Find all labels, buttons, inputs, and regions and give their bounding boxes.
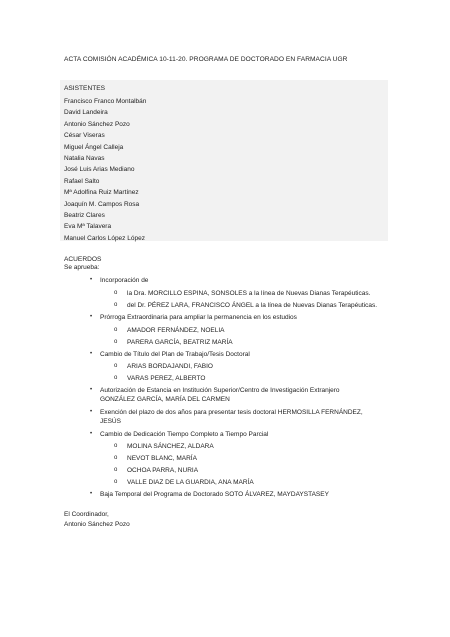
agreement-item: Cambio de Dedicación Tiempo Completo a Tiempo Parcial — [100, 431, 269, 438]
list-item: Manuel Carlos López López — [64, 234, 145, 242]
agreement-subitem: del Dr. PÉREZ LARA, FRANCISCO ÁNGEL a la línea de Nuevas Dianas Terapéuticas. — [127, 302, 377, 309]
bullet-icon: • — [90, 409, 93, 415]
list-item: José Luis Arias Mediano — [64, 166, 135, 174]
agreement-subitem: VALLE DIAZ DE LA GUARDIA, ANA MARÍA — [127, 479, 254, 486]
agreement-subitem: OCHOA PARRA, NURIA — [127, 467, 199, 474]
agreement-item: Cambio de Título del Plan de Trabajo/Tesis Doctoral — [100, 351, 250, 358]
list-item: Joaquín M. Campos Rosa — [64, 200, 140, 208]
agreement-subitem: PARERA GARCÍA, BEATRIZ MARÍA — [127, 339, 233, 346]
document-title: ACTA COMISIÓN ACADÉMICA 10-11-20. PROGRAMA DE DOCTORADO EN FARMACIA UGR — [64, 56, 348, 63]
agreement-subitem: MOLINA SÁNCHEZ, ALDARA — [127, 443, 214, 450]
sub-bullet-icon: o — [114, 479, 118, 485]
agreement-subitem: la Dra. MORCILLO ESPINA, SONSOLES a la línea de Nuevas Dianas Terapéuticas. — [127, 290, 371, 297]
list-item: David Landeira — [64, 109, 108, 117]
bullet-icon: • — [90, 277, 93, 283]
agreement-subitem: NEVOT BLANC, MARÍA — [127, 455, 197, 462]
signature-role: El Coordinador, — [64, 511, 109, 518]
sub-bullet-icon: o — [114, 327, 118, 333]
sub-bullet-icon: o — [114, 455, 118, 461]
agreement-item: Prórroga Extraordinaria para ampliar la permanencia en los estudios — [100, 314, 297, 321]
bullet-icon: • — [90, 491, 93, 497]
sub-bullet-icon: o — [114, 363, 118, 369]
sub-bullet-icon: o — [114, 290, 118, 296]
bullet-icon: • — [90, 314, 93, 320]
agreement-item: Autorización de Estancia en Institución Superior/Centro de Investigación Extranjero — [100, 387, 340, 394]
agreement-subitem: AMADOR FERNÁNDEZ, NOELIA — [127, 327, 225, 334]
agreement-item-continuation: GONZÁLEZ GARCÍA, MARÍA DEL CARMEN — [100, 396, 230, 403]
sub-bullet-icon: o — [114, 375, 118, 381]
list-item: Beatriz Clares — [64, 211, 105, 219]
agreement-subitem: VARAS PEREZ, ALBERTO — [127, 375, 206, 382]
sub-bullet-icon: o — [114, 443, 118, 449]
agreement-item: Incorporación de — [100, 277, 149, 284]
bullet-icon: • — [90, 431, 93, 437]
agreement-subitem: ARIAS BORDAJANDI, FABIO — [127, 363, 213, 370]
attendees-heading: ASISTENTES — [64, 85, 106, 92]
bullet-icon: • — [90, 351, 93, 357]
bullet-icon: • — [90, 387, 93, 393]
list-item: Eva Mª Talavera — [64, 223, 112, 231]
list-item: Natalia Navas — [64, 154, 105, 162]
list-item: Rafael Salto — [64, 177, 100, 185]
list-item: Miguel Ángel Calleja — [64, 143, 124, 151]
list-item: Francisco Franco Montalbán — [64, 98, 147, 105]
agreements-heading: ACUERDOS — [64, 256, 102, 263]
list-item: Antonio Sánchez Pozo — [64, 120, 130, 128]
sub-bullet-icon: o — [114, 339, 118, 345]
list-item: Mª Adolfina Ruiz Martínez — [64, 189, 139, 197]
agreement-item-continuation: JESÚS — [100, 418, 121, 425]
sub-bullet-icon: o — [114, 302, 118, 308]
list-item: César Viseras — [64, 132, 105, 140]
agreement-item: Exención del plazo de dos años para presentar tesis doctoral HERMOSILLA FERNÁNDEZ, — [100, 409, 363, 416]
signature-name: Antonio Sánchez Pozo — [64, 521, 130, 528]
agreement-item: Baja Temporal del Programa de Doctorado SOTO ÁLVAREZ, MAYDAYSTASEY — [100, 491, 329, 498]
attendees-list — [64, 96, 146, 244]
sub-bullet-icon: o — [114, 467, 118, 473]
approved-line: Se aprueba: — [64, 264, 100, 271]
